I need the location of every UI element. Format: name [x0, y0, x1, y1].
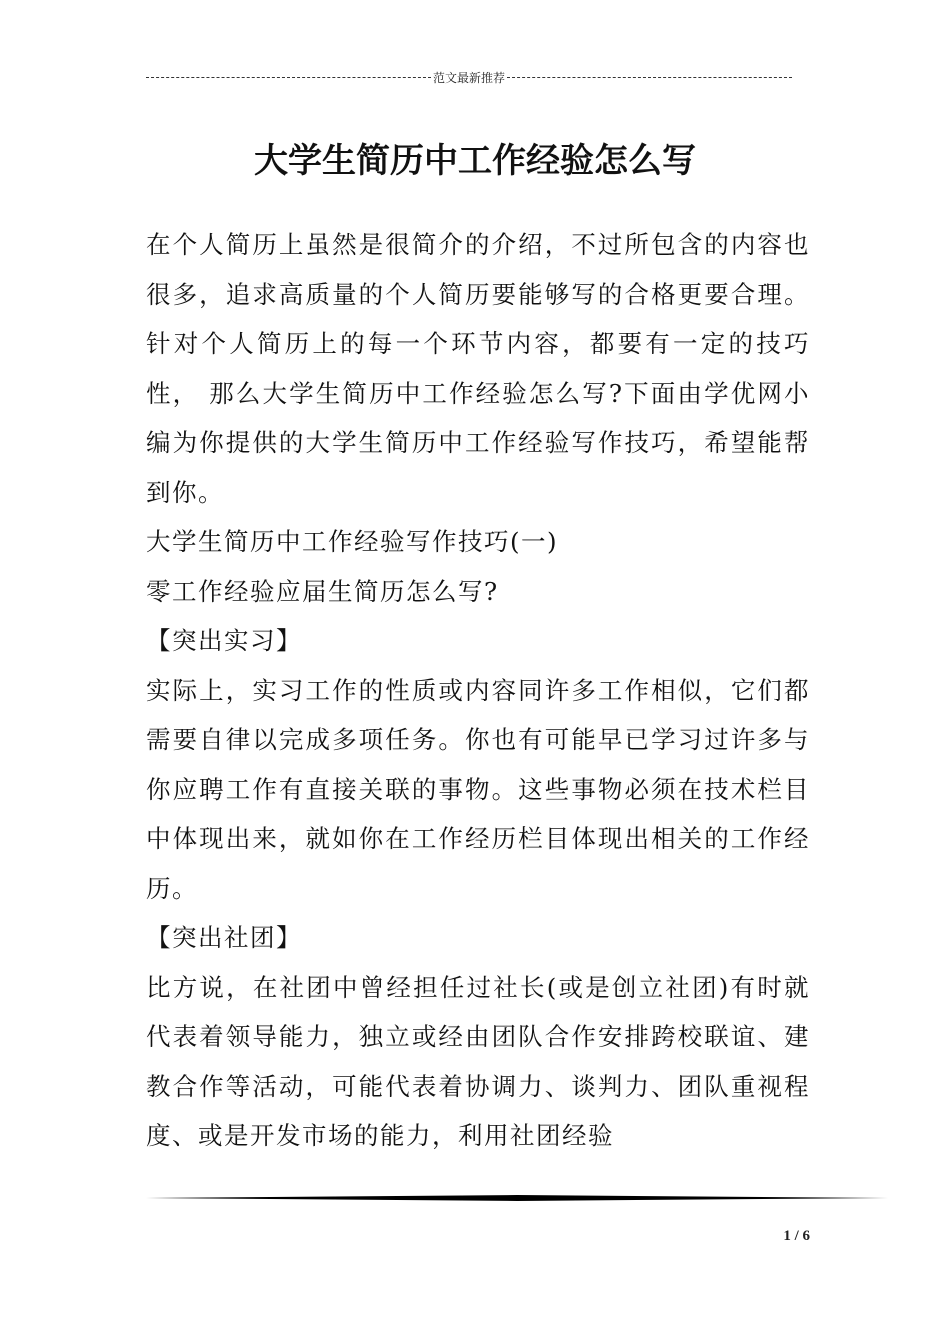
page-number	[740, 1228, 810, 1245]
header-text: 范文最新推荐	[433, 70, 506, 85]
footer-rule	[146, 1192, 888, 1204]
header-dash-left	[146, 77, 431, 78]
paragraph-internship: 实际上，实习工作的性质或内容同许多工作相似，它们都需要自律以完成多项任务。你也有可能早已学习过许多与你应聘工作有直接关联的事物。这些事物必须在技术栏目中体现出来，就如你在工作经历栏目体现出相关的工作经历。	[146, 675, 810, 903]
document-title: 大学生简历中工作经验怎么写	[254, 141, 696, 181]
bracket-heading-internship: 【突出实习】	[146, 626, 302, 655]
bracket-heading-club: 【突出社团】	[146, 923, 302, 952]
sub-heading: 零工作经验应届生简历怎么写?	[146, 576, 499, 606]
page-current: 1	[783, 1228, 791, 1244]
page-header	[146, 66, 792, 88]
section-heading: 大学生简历中工作经验写作技巧(一)	[146, 527, 559, 556]
page-total: 6	[802, 1228, 810, 1244]
header-dash-right	[507, 77, 792, 78]
page-separator: /	[790, 1228, 803, 1244]
document-body	[146, 220, 810, 1161]
paragraph-intro: 在个人简历上虽然是很简介的介绍，不过所包含的内容也很多，追求高质量的个人简历要能够写的合格更要合理。针对个人简历上的每一个环节内容，都要有一定的技巧性， 那么大学生简历中工作经验怎么写?下面由学优网小编为你提供的大学生简历中工作经验写作技巧，希望能帮到你。	[146, 230, 810, 507]
paragraph-club: 比方说，在社团中曾经担任过社长(或是创立社团)有时就代表着领导能力，独立或经由团队合作安排跨校联谊、建教合作等活动，可能代表着协调力、谈判力、团队重视程度、或是开发市场的能力，利用社团经验	[146, 972, 810, 1150]
